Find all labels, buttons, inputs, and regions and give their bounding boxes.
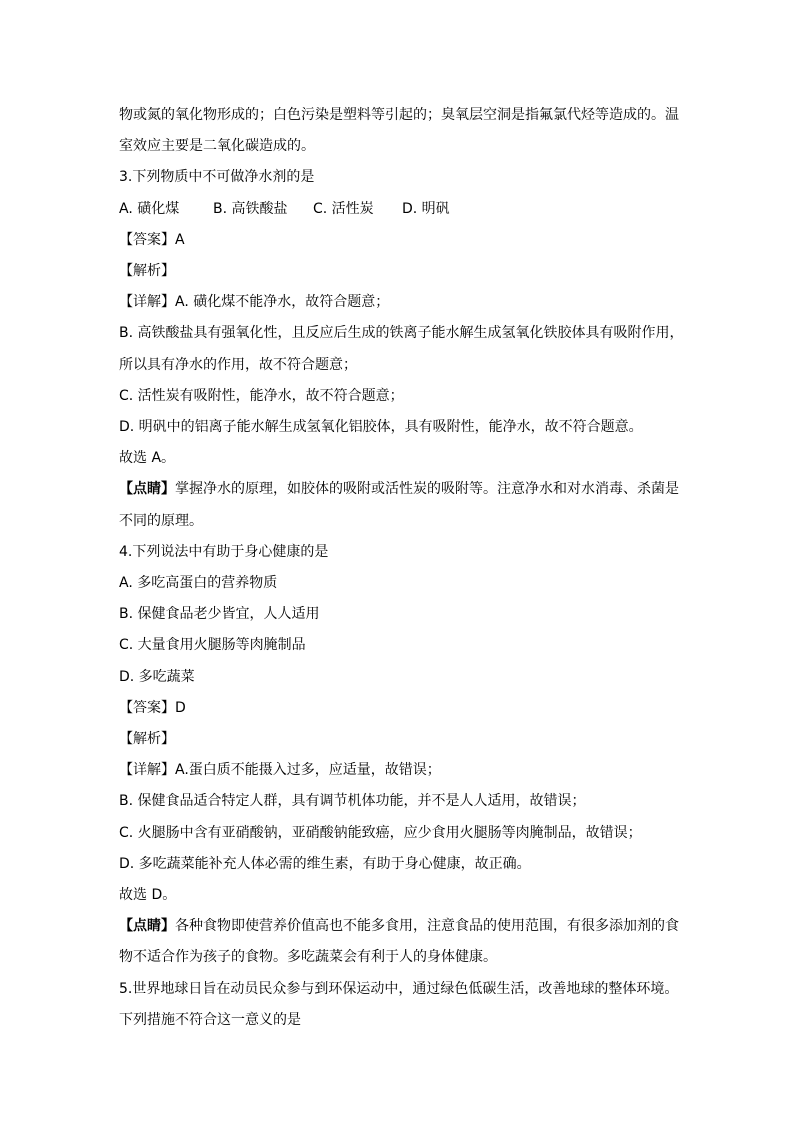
answer-label: 【答案】D bbox=[119, 699, 186, 716]
detail-line: B. 保健食品适合特定人群，具有调节机体功能，并不是人人适用，故错误； bbox=[119, 793, 586, 810]
conclusion-line: 故选 A。 bbox=[119, 450, 176, 467]
text-line: 物不适合作为孩子的食物。多吃蔬菜会有利于人的身体健康。 bbox=[119, 949, 497, 966]
option-c: C. 大量食用火腿肠等肉腌制品 bbox=[119, 637, 306, 654]
answer-label: 【答案】A bbox=[119, 231, 185, 248]
option-a: A. 磺化煤 bbox=[119, 200, 180, 217]
text-line: 下列措施不符合这一意义的是 bbox=[119, 1011, 301, 1028]
commentary-text: 掌握净水的原理，如胶体的吸附或活性炭的吸附等。注意净水和对水消毒、杀菌是 bbox=[175, 481, 679, 498]
question-3-options bbox=[119, 194, 679, 225]
commentary-tag: 【点睛】 bbox=[119, 481, 175, 498]
detail-line: D. 明矾中的铝离子能水解生成氢氧化铝胶体，具有吸附性，能净水，故不符合题意。 bbox=[119, 419, 643, 436]
commentary-tag: 【点睛】 bbox=[119, 918, 175, 935]
commentary-text: 各种食物即使营养价值高也不能多食用，注意食品的使用范围，有很多添加剂的食 bbox=[175, 918, 679, 935]
option-a: A. 多吃高蛋白的营养物质 bbox=[119, 575, 278, 592]
detail-line: 【详解】A.蛋白质不能摄入过多，应适量，故错误； bbox=[119, 762, 441, 779]
option-d: D. 明矾 bbox=[402, 200, 450, 217]
commentary-line bbox=[119, 474, 679, 505]
text-line: 物或氮的氧化物形成的；白色污染是塑料等引起的；臭氧层空洞是指氟氯代烃等造成的。温 bbox=[119, 107, 679, 123]
question-4-stem: 4.下列说法中有助于身心健康的是 bbox=[119, 543, 329, 560]
detail-line: 【详解】A. 磺化煤不能净水，故符合题意； bbox=[119, 294, 390, 311]
analysis-label: 【解析】 bbox=[119, 731, 175, 748]
option-b: B. 高铁酸盐 bbox=[213, 200, 288, 217]
detail-line: B. 高铁酸盐具有强氧化性，且反应后生成的铁离子能水解生成氢氧化铁胶体具有吸附作用， bbox=[119, 325, 684, 342]
option-b: B. 保健食品老少皆宜，人人适用 bbox=[119, 606, 320, 623]
document-page bbox=[119, 100, 684, 1036]
text-line: 不同的原理。 bbox=[119, 512, 203, 529]
conclusion-line: 故选 D。 bbox=[119, 887, 177, 904]
question-3-stem: 3.下列物质中不可做净水剂的是 bbox=[119, 169, 315, 186]
option-c: C. 活性炭 bbox=[313, 200, 374, 217]
detail-line: C. 活性炭有吸附性，能净水，故不符合题意； bbox=[119, 387, 404, 404]
detail-line: C. 火腿肠中含有亚硝酸钠，亚硝酸钠能致癌，应少食用火腿肠等肉腌制品，故错误； bbox=[119, 824, 642, 841]
commentary-line bbox=[119, 911, 679, 942]
analysis-label: 【解析】 bbox=[119, 263, 175, 280]
detail-line: 所以具有净水的作用，故不符合题意； bbox=[119, 356, 357, 373]
text-line: 室效应主要是二氧化碳造成的。 bbox=[119, 138, 315, 155]
option-d: D. 多吃蔬菜 bbox=[119, 668, 195, 685]
detail-line: D. 多吃蔬菜能补充人体必需的维生素，有助于身心健康，故正确。 bbox=[119, 855, 531, 872]
question-5-stem: 5.世界地球日旨在动员民众参与到环保运动中，通过绿色低碳生活，改善地球的整体环境。 bbox=[119, 980, 679, 997]
